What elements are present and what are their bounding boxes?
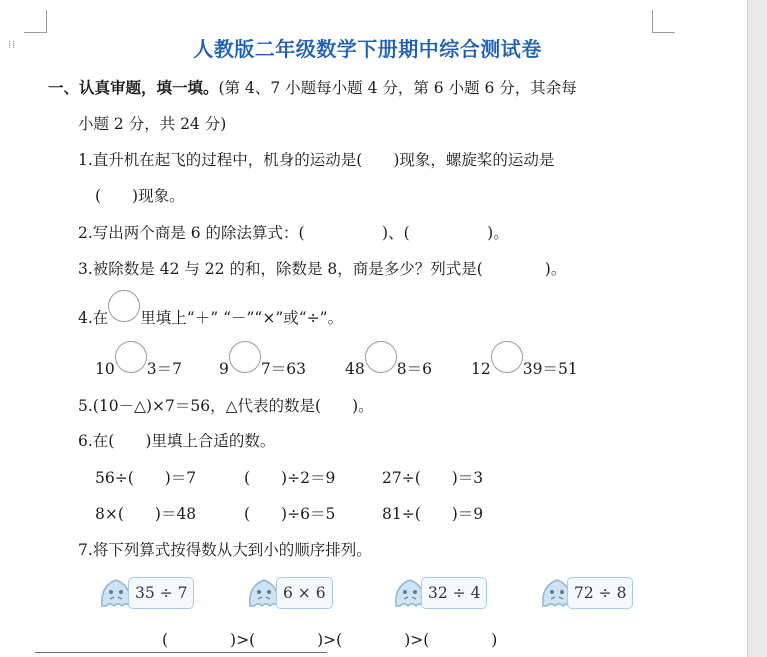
document-title: 人教版二年级数学下册期中综合测试卷	[193, 37, 542, 61]
operator-circle-icon[interactable]	[229, 341, 261, 373]
section-1-score-note: (第 4、7 小题每小题 4 分，第 6 小题 6 分，其余每	[218, 79, 577, 97]
expression-card: 35 ÷ 7	[128, 577, 194, 609]
bottom-divider	[35, 652, 327, 653]
item-right: 8＝6	[396, 360, 432, 378]
question-3: 3.被除数是 42 与 22 的和，除数是 8，商是多少？列式是( )。	[78, 260, 567, 278]
section-1-score-note-cont: 小题 2 分，共 24 分)	[78, 115, 227, 133]
question-4-item	[95, 358, 182, 381]
expression-card: 32 ÷ 4	[421, 577, 487, 609]
question-5: 5.(10－△)×7＝56，△代表的数是( )。	[78, 397, 374, 415]
page-side-margin	[747, 0, 767, 657]
question-6: 6.在( )里填上合适的数。	[78, 432, 276, 450]
item-left: 48	[345, 360, 365, 378]
question-4-item	[219, 358, 306, 381]
expression-card: 6 × 6	[276, 577, 333, 609]
item-right: 39＝51	[522, 360, 578, 378]
question-1-line-2: ( )现象。	[95, 187, 185, 205]
item-left: 12	[471, 360, 491, 378]
operator-circle-icon	[108, 290, 140, 322]
question-6-eq: 81÷( )＝9	[382, 505, 484, 523]
question-6-eq: 8×( )＝48	[95, 505, 197, 523]
question-7-order-line: ( )>( )>( )>( )	[162, 631, 498, 649]
section-1-heading: 一、认真审题，填一填。	[48, 79, 219, 97]
question-4-item	[345, 358, 432, 381]
item-right: 7＝63	[260, 360, 306, 378]
question-4-prefix: 4.在	[78, 309, 109, 327]
question-2: 2.写出两个商是 6 的除法算式：( )、( )。	[78, 224, 509, 242]
question-4-suffix: 里填上“＋” “－”“×”或“÷”。	[140, 309, 344, 327]
operator-circle-icon[interactable]	[365, 341, 397, 373]
question-6-eq: ( )÷6＝5	[244, 505, 336, 523]
item-left: 9	[219, 360, 229, 378]
item-left: 10	[95, 360, 115, 378]
margin-corner-mark-left	[24, 10, 47, 33]
question-1-line-1: 1.直升机在起飞的过程中，机身的运动是( )现象，螺旋桨的运动是	[78, 151, 555, 169]
operator-circle-icon[interactable]	[115, 341, 147, 373]
drag-handle-icon[interactable]: ⁞⁞	[8, 38, 17, 51]
operator-circle-icon[interactable]	[491, 341, 523, 373]
margin-corner-mark-right	[652, 10, 675, 33]
question-6-eq: 27÷( )＝3	[382, 469, 484, 487]
section-1-line-1	[48, 77, 577, 99]
question-4	[78, 307, 343, 330]
question-6-eq: ( )÷2＝9	[244, 469, 336, 487]
question-6-eq: 56÷( )＝7	[95, 469, 197, 487]
item-right: 3＝7	[146, 360, 182, 378]
question-4-item	[471, 358, 578, 381]
question-7: 7.将下列算式按得数从大到小的顺序排列。	[78, 541, 372, 559]
expression-card: 72 ÷ 8	[567, 577, 633, 609]
